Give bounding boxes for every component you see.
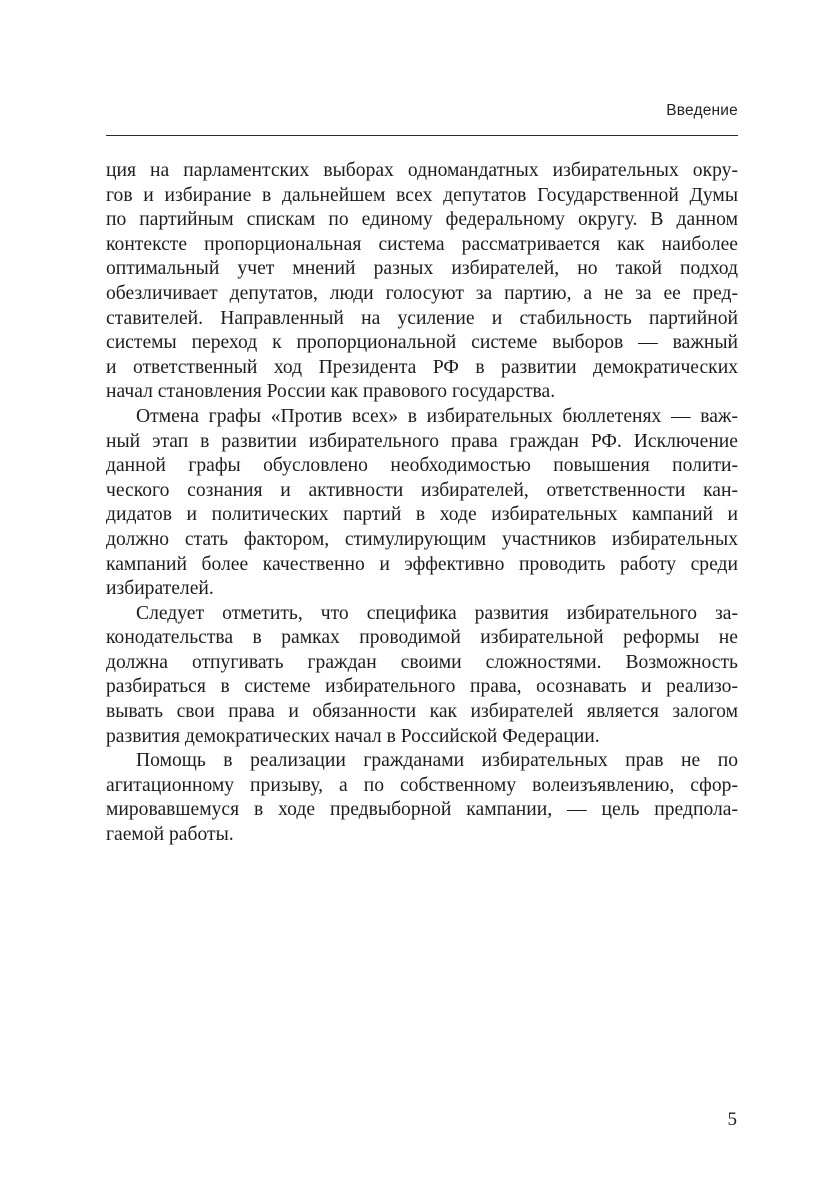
text-line: данной графы обусловлено необходимостью повышения полити- <box>106 455 738 477</box>
text-line: гов и избирание в дальнейшем всех депутатов Государственной Думы <box>106 184 738 206</box>
text-line: вывать свои права и обязанности как избирателей является залогом <box>106 701 738 723</box>
text-line: агитационному призыву, а по собственному волеизъявлению, сфор- <box>106 774 738 796</box>
text-line: ция на парламентских выборах одномандатных избирательных окру- <box>106 160 738 181</box>
paragraph-1 <box>106 159 738 405</box>
text-line: развития демократических начал в Российской Федерации. <box>106 725 600 747</box>
text-line: ческого сознания и активности избирателей, ответственности кан- <box>106 479 738 501</box>
text-line: и ответственный ход Президента РФ в развитии демократических <box>106 356 738 378</box>
text-line: обезличивает депутатов, люди голосуют за партию, а не за ее пред- <box>106 282 738 304</box>
text-line: разбираться в системе избирательного права, осознавать и реализо- <box>106 676 738 698</box>
text-line: мировавшемуся в ходе предвыборной кампании, — цель предпола- <box>106 799 738 821</box>
paragraph-2 <box>106 405 738 602</box>
body-text <box>106 159 738 848</box>
text-line: дидатов и политических партий в ходе избирательных кампаний и <box>106 504 738 526</box>
text-line: ставителей. Направленный на усиление и стабильность партийной <box>106 307 738 329</box>
text-line: ный этап в развитии избирательного права граждан РФ. Исключение <box>106 430 738 452</box>
page-number: 5 <box>727 1109 737 1130</box>
text-line: конодательства в рамках проводимой избирательной реформы не <box>106 627 738 649</box>
text-line: Следует отметить, что специфика развития избирательного за- <box>136 602 738 624</box>
text-line: должно стать фактором, стимулирующим участников избирательных <box>106 528 738 550</box>
text-line: оптимальный учет мнений разных избирателей, но такой подход <box>106 258 738 280</box>
text-line: системы переход к пропорциональной системе выборов — важный <box>106 332 738 354</box>
running-header <box>106 102 738 136</box>
text-line: должна отпугивать граждан своими сложностями. Возможность <box>106 651 738 673</box>
text-line: контексте пропорциональная система рассматривается как наиболее <box>106 233 738 255</box>
text-line: начал становления России как правового государства. <box>106 381 556 403</box>
section-title: Введение <box>666 102 738 119</box>
text-line: избирателей. <box>106 578 214 600</box>
text-line: гаемой работы. <box>106 824 234 846</box>
text-line: по партийным спискам по единому федеральному округу. В данном <box>106 209 738 231</box>
paragraph-4 <box>106 749 738 847</box>
paragraph-3 <box>106 602 738 750</box>
text-line: кампаний более качественно и эффективно проводить работу среди <box>106 553 738 575</box>
text-line: Отмена графы «Против всех» в избирательных бюллетенях — важ- <box>136 405 738 427</box>
text-line: Помощь в реализации гражданами избирательных прав не по <box>136 750 738 772</box>
